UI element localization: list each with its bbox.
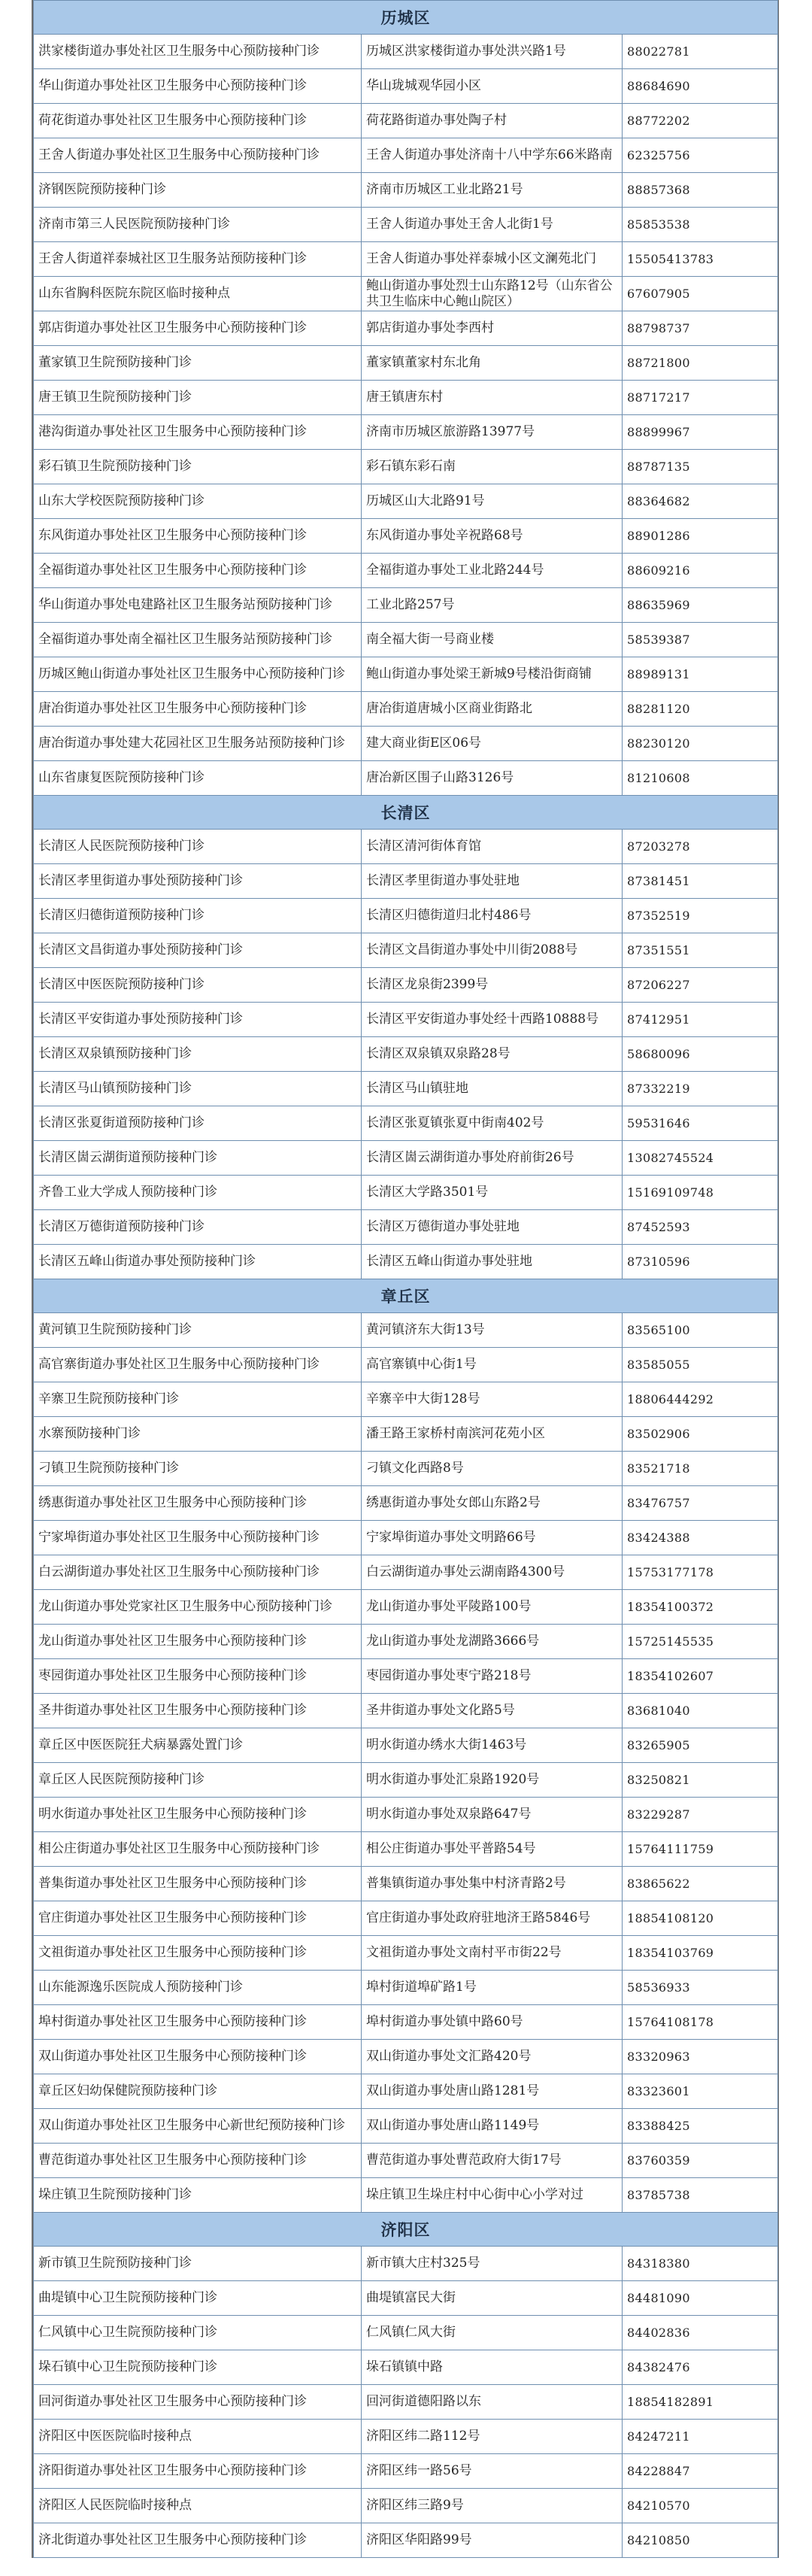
clinic-address-cell: 仁风镇仁风大街 [362, 2316, 623, 2350]
clinic-address-cell: 长清区孝里街道办事处驻地 [362, 864, 623, 899]
table-row [34, 1832, 778, 1867]
table-row [34, 1382, 778, 1417]
clinic-phone-cell: 83250821 [623, 1763, 778, 1798]
clinic-address-cell: 绣惠街道办事处女郎山东路2号 [362, 1486, 623, 1521]
district-header-row [34, 796, 778, 830]
clinic-phone-cell: 81210608 [623, 761, 778, 796]
district-header-row [34, 1, 778, 35]
clinic-address-cell: 普集镇街道办事处集中村济青路2号 [362, 1867, 623, 1901]
table-row [34, 2247, 778, 2281]
clinic-name-cell: 长清区双泉镇预防接种门诊 [34, 1037, 362, 1072]
clinic-phone-cell: 83585055 [623, 1348, 778, 1382]
clinic-address-cell: 唐王镇唐东村 [362, 381, 623, 415]
clinic-name-cell: 彩石镇卫生院预防接种门诊 [34, 450, 362, 484]
clinic-name-cell: 章丘区中医医院狂犬病暴露处置门诊 [34, 1728, 362, 1763]
clinic-name-cell: 长清区马山镇预防接种门诊 [34, 1072, 362, 1106]
clinic-address-cell: 宁家埠街道办事处文明路66号 [362, 1521, 623, 1555]
district-header: 章丘区 [34, 1279, 778, 1313]
table-row [34, 2489, 778, 2523]
clinic-phone-cell: 84318380 [623, 2247, 778, 2281]
clinic-phone-cell: 18854182891 [623, 2385, 778, 2420]
clinic-name-cell: 水寨预防接种门诊 [34, 1417, 362, 1452]
clinic-phone-cell: 58539387 [623, 623, 778, 657]
clinic-address-cell: 长清区文昌街道办事处中川街2088号 [362, 933, 623, 968]
clinic-phone-cell: 87332219 [623, 1072, 778, 1106]
table-row [34, 1176, 778, 1210]
clinic-phone-cell: 83388425 [623, 2109, 778, 2144]
table-row [34, 311, 778, 346]
clinic-name-cell: 宁家埠街道办事处社区卫生服务中心预防接种门诊 [34, 1521, 362, 1555]
table-row [34, 830, 778, 864]
clinic-name-cell: 华山街道办事处社区卫生服务中心预防接种门诊 [34, 69, 362, 104]
table-row [34, 968, 778, 1003]
table-row [34, 933, 778, 968]
clinic-phone-cell: 58536933 [623, 1971, 778, 2005]
table-row [34, 69, 778, 104]
clinic-phone-cell: 87412951 [623, 1003, 778, 1037]
clinic-name-cell: 郭店街道办事处社区卫生服务中心预防接种门诊 [34, 311, 362, 346]
table-row [34, 864, 778, 899]
clinic-phone-cell: 83760359 [623, 2144, 778, 2178]
clinic-name-cell: 曲堤镇中心卫生院预防接种门诊 [34, 2281, 362, 2316]
clinic-name-cell: 唐冶街道办事处社区卫生服务中心预防接种门诊 [34, 692, 362, 727]
clinic-address-cell: 鲍山街道办事处梁王新城9号楼沿街商铺 [362, 657, 623, 692]
clinic-address-cell: 华山珑城观华园小区 [362, 69, 623, 104]
table-row [34, 484, 778, 519]
clinic-phone-cell: 83565100 [623, 1313, 778, 1348]
clinic-address-cell: 圣井街道办事处文化路5号 [362, 1694, 623, 1728]
clinic-phone-cell: 15725145535 [623, 1625, 778, 1659]
clinic-address-cell: 龙山街道办事处龙湖路3666号 [362, 1625, 623, 1659]
clinic-phone-cell: 88364682 [623, 484, 778, 519]
clinic-name-cell: 龙山街道办事处社区卫生服务中心预防接种门诊 [34, 1625, 362, 1659]
table-row [34, 1555, 778, 1590]
clinic-phone-cell: 88684690 [623, 69, 778, 104]
clinic-name-cell: 济南市第三人民医院预防接种门诊 [34, 208, 362, 242]
table-row [34, 692, 778, 727]
table-row [34, 2074, 778, 2109]
clinic-address-cell: 埠村街道办事处镇中路60号 [362, 2005, 623, 2040]
table-row [34, 2350, 778, 2385]
clinic-name-cell: 济阳区中医医院临时接种点 [34, 2420, 362, 2454]
clinic-address-cell: 东风街道办事处辛祝路68号 [362, 519, 623, 554]
clinic-name-cell: 章丘区人民医院预防接种门诊 [34, 1763, 362, 1798]
clinic-address-cell: 董家镇董家村东北角 [362, 346, 623, 381]
directory-frame [32, 0, 779, 2558]
table-row [34, 1798, 778, 1832]
table-row [34, 1694, 778, 1728]
clinic-name-cell: 东风街道办事处社区卫生服务中心预防接种门诊 [34, 519, 362, 554]
clinic-phone-cell: 15753177178 [623, 1555, 778, 1590]
clinic-phone-cell: 15764111759 [623, 1832, 778, 1867]
clinic-phone-cell: 84210570 [623, 2489, 778, 2523]
clinic-name-cell: 唐冶街道办事处建大花园社区卫生服务站预防接种门诊 [34, 727, 362, 761]
clinic-name-cell: 华山街道办事处电建路社区卫生服务站预防接种门诊 [34, 588, 362, 623]
table-row [34, 2109, 778, 2144]
clinic-phone-cell: 18806444292 [623, 1382, 778, 1417]
clinic-address-cell: 高官寨镇中心街1号 [362, 1348, 623, 1382]
clinic-phone-cell: 88635969 [623, 588, 778, 623]
table-row [34, 1106, 778, 1141]
table-row [34, 2316, 778, 2350]
clinic-phone-cell: 88857368 [623, 173, 778, 208]
clinic-name-cell: 王舍人街道祥泰城社区卫生服务站预防接种门诊 [34, 242, 362, 277]
clinic-name-cell: 普集街道办事处社区卫生服务中心预防接种门诊 [34, 1867, 362, 1901]
table-row [34, 381, 778, 415]
district-header: 长清区 [34, 796, 778, 830]
table-row [34, 623, 778, 657]
clinic-phone-cell: 15764108178 [623, 2005, 778, 2040]
table-row [34, 727, 778, 761]
clinic-phone-cell: 18354102607 [623, 1659, 778, 1694]
clinic-address-cell: 潘王路王家桥村南滨河花苑小区 [362, 1417, 623, 1452]
clinic-phone-cell: 87206227 [623, 968, 778, 1003]
clinic-name-cell: 济北街道办事处社区卫生服务中心预防接种门诊 [34, 2523, 362, 2558]
clinic-address-cell: 长清区张夏镇张夏中街南402号 [362, 1106, 623, 1141]
clinic-name-cell: 长清区归德街道预防接种门诊 [34, 899, 362, 933]
table-row [34, 1003, 778, 1037]
table-row [34, 1313, 778, 1348]
clinic-address-cell: 长清区崮云湖街道办事处府前街26号 [362, 1141, 623, 1176]
clinic-name-cell: 长清区万德街道预防接种门诊 [34, 1210, 362, 1245]
clinic-phone-cell: 83476757 [623, 1486, 778, 1521]
clinic-phone-cell: 83424388 [623, 1521, 778, 1555]
clinic-phone-cell: 87351551 [623, 933, 778, 968]
clinic-address-cell: 济阳区华阳路99号 [362, 2523, 623, 2558]
clinic-address-cell: 长清区清河街体育馆 [362, 830, 623, 864]
clinic-address-cell: 唐冶新区围子山路3126号 [362, 761, 623, 796]
clinic-address-cell: 黄河镇济东大街13号 [362, 1313, 623, 1348]
clinic-name-cell: 相公庄街道办事处社区卫生服务中心预防接种门诊 [34, 1832, 362, 1867]
table-row [34, 2420, 778, 2454]
clinic-address-cell: 鲍山街道办事处烈士山东路12号（山东省公共卫生临床中心鲍山院区） [362, 277, 623, 311]
table-row [34, 899, 778, 933]
clinic-name-cell: 刁镇卫生院预防接种门诊 [34, 1452, 362, 1486]
clinic-address-cell: 济阳区纬一路56号 [362, 2454, 623, 2489]
clinic-name-cell: 长清区中医医院预防接种门诊 [34, 968, 362, 1003]
clinic-name-cell: 山东省康复医院预防接种门诊 [34, 761, 362, 796]
clinic-name-cell: 长清区文昌街道办事处预防接种门诊 [34, 933, 362, 968]
clinic-address-cell: 长清区五峰山街道办事处驻地 [362, 1245, 623, 1279]
clinic-phone-cell: 84210850 [623, 2523, 778, 2558]
clinic-address-cell: 明水街道办绣水大街1463号 [362, 1728, 623, 1763]
clinic-address-cell: 郭店街道办事处李西村 [362, 311, 623, 346]
clinic-address-cell: 明水街道办事处汇泉路1920号 [362, 1763, 623, 1798]
clinic-name-cell: 高官寨街道办事处社区卫生服务中心预防接种门诊 [34, 1348, 362, 1382]
clinic-phone-cell: 88721800 [623, 346, 778, 381]
clinic-phone-cell: 88899967 [623, 415, 778, 450]
clinic-name-cell: 龙山街道办事处党家社区卫生服务中心预防接种门诊 [34, 1590, 362, 1625]
clinic-name-cell: 辛寨卫生院预防接种门诊 [34, 1382, 362, 1417]
clinic-phone-cell: 15169109748 [623, 1176, 778, 1210]
clinic-address-cell: 长清区归德街道归北村486号 [362, 899, 623, 933]
clinic-address-cell: 唐冶街道唐城小区商业街路北 [362, 692, 623, 727]
clinic-phone-cell: 87203278 [623, 830, 778, 864]
clinic-name-cell: 董家镇卫生院预防接种门诊 [34, 346, 362, 381]
table-row [34, 1971, 778, 2005]
clinic-phone-cell: 84247211 [623, 2420, 778, 2454]
clinic-phone-cell: 18354103769 [623, 1936, 778, 1971]
district-header: 济阳区 [34, 2213, 778, 2247]
clinic-address-cell: 文祖街道办事处文南村平市街22号 [362, 1936, 623, 1971]
clinic-phone-cell: 85853538 [623, 208, 778, 242]
clinic-address-cell: 工业北路257号 [362, 588, 623, 623]
table-row [34, 1936, 778, 1971]
clinic-name-cell: 长清区五峰山街道办事处预防接种门诊 [34, 1245, 362, 1279]
clinic-address-cell: 枣园街道办事处枣宁路218号 [362, 1659, 623, 1694]
clinic-phone-cell: 83785738 [623, 2178, 778, 2213]
table-row [34, 554, 778, 588]
clinic-name-cell: 济阳区人民医院临时接种点 [34, 2489, 362, 2523]
clinic-phone-cell: 18354100372 [623, 1590, 778, 1625]
clinic-name-cell: 章丘区妇幼保健院预防接种门诊 [34, 2074, 362, 2109]
clinic-name-cell: 济钢医院预防接种门诊 [34, 173, 362, 208]
table-row [34, 35, 778, 69]
clinic-address-cell: 王舍人街道办事处王舍人北街1号 [362, 208, 623, 242]
clinic-name-cell: 新市镇卫生院预防接种门诊 [34, 2247, 362, 2281]
clinic-name-cell: 山东能源逸乐医院成人预防接种门诊 [34, 1971, 362, 2005]
clinic-name-cell: 山东大学校医院预防接种门诊 [34, 484, 362, 519]
clinic-address-cell: 双山街道办事处文汇路420号 [362, 2040, 623, 2074]
district-header-row [34, 1279, 778, 1313]
clinic-address-cell: 埠村街道埠矿路1号 [362, 1971, 623, 2005]
clinic-address-cell: 济阳区纬三路9号 [362, 2489, 623, 2523]
clinic-phone-cell: 84228847 [623, 2454, 778, 2489]
clinic-address-cell: 彩石镇东彩石南 [362, 450, 623, 484]
clinic-address-cell: 相公庄街道办事处平普路54号 [362, 1832, 623, 1867]
table-row [34, 1625, 778, 1659]
clinic-address-cell: 南全福大街一号商业楼 [362, 623, 623, 657]
clinic-phone-cell: 83323601 [623, 2074, 778, 2109]
clinic-phone-cell: 84402836 [623, 2316, 778, 2350]
clinic-phone-cell: 13082745524 [623, 1141, 778, 1176]
table-row [34, 1417, 778, 1452]
clinic-address-cell: 济南市历城区旅游路13977号 [362, 415, 623, 450]
table-row [34, 2005, 778, 2040]
clinic-phone-cell: 88772202 [623, 104, 778, 138]
clinic-name-cell: 山东省胸科医院东院区临时接种点 [34, 277, 362, 311]
table-body [34, 1, 778, 2558]
clinic-name-cell: 双山街道办事处社区卫生服务中心预防接种门诊 [34, 2040, 362, 2074]
clinic-address-cell: 官庄街道办事处政府驻地济王路5846号 [362, 1901, 623, 1936]
table-row [34, 1037, 778, 1072]
table-row [34, 173, 778, 208]
clinic-phone-cell: 88787135 [623, 450, 778, 484]
clinic-name-cell: 荷花街道办事处社区卫生服务中心预防接种门诊 [34, 104, 362, 138]
clinic-address-cell: 垛石镇镇中路 [362, 2350, 623, 2385]
table-row [34, 657, 778, 692]
clinic-name-cell: 长清区人民医院预防接种门诊 [34, 830, 362, 864]
table-row [34, 1728, 778, 1763]
table-row [34, 2040, 778, 2074]
clinic-phone-cell: 87310596 [623, 1245, 778, 1279]
table-row [34, 2523, 778, 2558]
clinic-address-cell: 全福街道办事处工业北路244号 [362, 554, 623, 588]
clinic-phone-cell: 83521718 [623, 1452, 778, 1486]
clinic-phone-cell: 84382476 [623, 2350, 778, 2385]
clinic-address-cell: 王舍人街道办事处济南十八中学东66米路南 [362, 138, 623, 173]
clinic-address-cell: 长清区马山镇驻地 [362, 1072, 623, 1106]
clinic-name-cell: 回河街道办事处社区卫生服务中心预防接种门诊 [34, 2385, 362, 2420]
clinic-address-cell: 荷花路街道办事处陶子村 [362, 104, 623, 138]
table-row [34, 104, 778, 138]
clinic-phone-cell: 62325756 [623, 138, 778, 173]
clinic-name-cell: 全福街道办事处社区卫生服务中心预防接种门诊 [34, 554, 362, 588]
clinic-phone-cell: 67607905 [623, 277, 778, 311]
clinic-phone-cell: 83229287 [623, 1798, 778, 1832]
clinic-address-cell: 建大商业街E区06号 [362, 727, 623, 761]
table-row [34, 2281, 778, 2316]
clinic-address-cell: 长清区平安街道办事处经十西路10888号 [362, 1003, 623, 1037]
clinic-address-cell: 垛庄镇卫生垛庄村中心街中心小学对过 [362, 2178, 623, 2213]
clinic-address-cell: 长清区双泉镇双泉路28号 [362, 1037, 623, 1072]
table-row [34, 1901, 778, 1936]
table-row [34, 1590, 778, 1625]
table-row [34, 519, 778, 554]
district-header-row [34, 2213, 778, 2247]
table-row [34, 1521, 778, 1555]
clinic-name-cell: 埠村街道办事处社区卫生服务中心预防接种门诊 [34, 2005, 362, 2040]
table-row [34, 346, 778, 381]
table-row [34, 2454, 778, 2489]
clinic-phone-cell: 58680096 [623, 1037, 778, 1072]
clinic-address-cell: 长清区龙泉街2399号 [362, 968, 623, 1003]
clinic-address-cell: 长清区大学路3501号 [362, 1176, 623, 1210]
table-row [34, 208, 778, 242]
clinic-name-cell: 全福街道办事处南全福社区卫生服务站预防接种门诊 [34, 623, 362, 657]
clinic-phone-cell: 83865622 [623, 1867, 778, 1901]
vaccination-clinic-table [33, 0, 778, 2558]
clinic-name-cell: 齐鲁工业大学成人预防接种门诊 [34, 1176, 362, 1210]
table-row [34, 1245, 778, 1279]
clinic-name-cell: 长清区孝里街道办事处预防接种门诊 [34, 864, 362, 899]
table-row [34, 1452, 778, 1486]
clinic-name-cell: 长清区崮云湖街道预防接种门诊 [34, 1141, 362, 1176]
clinic-name-cell: 洪家楼街道办事处社区卫生服务中心预防接种门诊 [34, 35, 362, 69]
clinic-phone-cell: 88281120 [623, 692, 778, 727]
clinic-address-cell: 回河街道德阳路以东 [362, 2385, 623, 2420]
clinic-phone-cell: 87452593 [623, 1210, 778, 1245]
table-row [34, 1486, 778, 1521]
clinic-name-cell: 白云湖街道办事处社区卫生服务中心预防接种门诊 [34, 1555, 362, 1590]
clinic-phone-cell: 88022781 [623, 35, 778, 69]
clinic-address-cell: 龙山街道办事处平陵路100号 [362, 1590, 623, 1625]
clinic-name-cell: 港沟街道办事处社区卫生服务中心预防接种门诊 [34, 415, 362, 450]
table-row [34, 1659, 778, 1694]
clinic-phone-cell: 83681040 [623, 1694, 778, 1728]
table-row [34, 138, 778, 173]
clinic-name-cell: 官庄街道办事处社区卫生服务中心预防接种门诊 [34, 1901, 362, 1936]
clinic-phone-cell: 59531646 [623, 1106, 778, 1141]
clinic-name-cell: 枣园街道办事处社区卫生服务中心预防接种门诊 [34, 1659, 362, 1694]
clinic-phone-cell: 18854108120 [623, 1901, 778, 1936]
clinic-address-cell: 刁镇文化西路8号 [362, 1452, 623, 1486]
table-row [34, 242, 778, 277]
clinic-phone-cell: 87381451 [623, 864, 778, 899]
clinic-address-cell: 新市镇大庄村325号 [362, 2247, 623, 2281]
clinic-phone-cell: 88230120 [623, 727, 778, 761]
clinic-name-cell: 绣惠街道办事处社区卫生服务中心预防接种门诊 [34, 1486, 362, 1521]
clinic-name-cell: 长清区平安街道办事处预防接种门诊 [34, 1003, 362, 1037]
table-row [34, 1763, 778, 1798]
clinic-name-cell: 长清区张夏街道预防接种门诊 [34, 1106, 362, 1141]
clinic-phone-cell: 84481090 [623, 2281, 778, 2316]
clinic-name-cell: 济阳街道办事处社区卫生服务中心预防接种门诊 [34, 2454, 362, 2489]
clinic-phone-cell: 15505413783 [623, 242, 778, 277]
clinic-name-cell: 明水街道办事处社区卫生服务中心预防接种门诊 [34, 1798, 362, 1832]
clinic-address-cell: 长清区万德街道办事处驻地 [362, 1210, 623, 1245]
clinic-address-cell: 双山街道办事处唐山路1149号 [362, 2109, 623, 2144]
clinic-name-cell: 垛石镇中心卫生院预防接种门诊 [34, 2350, 362, 2385]
table-row [34, 588, 778, 623]
clinic-phone-cell: 88609216 [623, 554, 778, 588]
table-row [34, 761, 778, 796]
clinic-name-cell: 圣井街道办事处社区卫生服务中心预防接种门诊 [34, 1694, 362, 1728]
clinic-address-cell: 历城区山大北路91号 [362, 484, 623, 519]
clinic-phone-cell: 87352519 [623, 899, 778, 933]
district-header: 历城区 [34, 1, 778, 35]
clinic-address-cell: 济阳区纬二路112号 [362, 2420, 623, 2454]
table-row [34, 277, 778, 311]
clinic-address-cell: 辛寨辛中大街128号 [362, 1382, 623, 1417]
clinic-phone-cell: 88901286 [623, 519, 778, 554]
clinic-address-cell: 曲堤镇富民大街 [362, 2281, 623, 2316]
clinic-address-cell: 白云湖街道办事处云湖南路4300号 [362, 1555, 623, 1590]
table-row [34, 450, 778, 484]
table-row [34, 415, 778, 450]
table-row [34, 1210, 778, 1245]
clinic-name-cell: 文祖街道办事处社区卫生服务中心预防接种门诊 [34, 1936, 362, 1971]
clinic-name-cell: 曹范街道办事处社区卫生服务中心预防接种门诊 [34, 2144, 362, 2178]
table-row [34, 2144, 778, 2178]
table-row [34, 2178, 778, 2213]
table-row [34, 1348, 778, 1382]
clinic-name-cell: 唐王镇卫生院预防接种门诊 [34, 381, 362, 415]
clinic-name-cell: 垛庄镇卫生院预防接种门诊 [34, 2178, 362, 2213]
clinic-phone-cell: 88717217 [623, 381, 778, 415]
clinic-phone-cell: 83265905 [623, 1728, 778, 1763]
clinic-address-cell: 历城区洪家楼街道办事处洪兴路1号 [362, 35, 623, 69]
clinic-address-cell: 济南市历城区工业北路21号 [362, 173, 623, 208]
clinic-phone-cell: 88798737 [623, 311, 778, 346]
clinic-address-cell: 明水街道办事处双泉路647号 [362, 1798, 623, 1832]
clinic-name-cell: 仁风镇中心卫生院预防接种门诊 [34, 2316, 362, 2350]
clinic-phone-cell: 83502906 [623, 1417, 778, 1452]
table-row [34, 1867, 778, 1901]
clinic-name-cell: 双山街道办事处社区卫生服务中心新世纪预防接种门诊 [34, 2109, 362, 2144]
table-row [34, 1141, 778, 1176]
clinic-phone-cell: 88989131 [623, 657, 778, 692]
table-row [34, 2385, 778, 2420]
clinic-phone-cell: 83320963 [623, 2040, 778, 2074]
clinic-address-cell: 王舍人街道办事处祥泰城小区文澜苑北门 [362, 242, 623, 277]
clinic-address-cell: 双山街道办事处唐山路1281号 [362, 2074, 623, 2109]
clinic-name-cell: 黄河镇卫生院预防接种门诊 [34, 1313, 362, 1348]
clinic-address-cell: 曹范街道办事处曹范政府大街17号 [362, 2144, 623, 2178]
table-row [34, 1072, 778, 1106]
clinic-name-cell: 王舍人街道办事处社区卫生服务中心预防接种门诊 [34, 138, 362, 173]
clinic-name-cell: 历城区鲍山街道办事处社区卫生服务中心预防接种门诊 [34, 657, 362, 692]
